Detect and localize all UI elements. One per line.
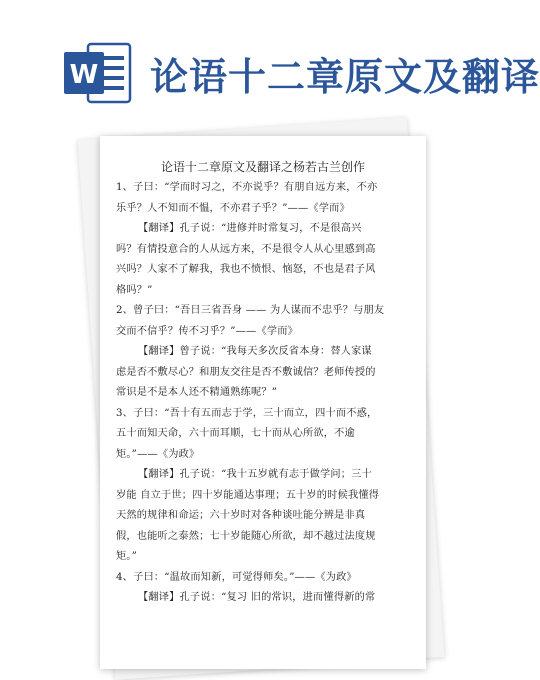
text-line: 4、子曰：“温故而知新，可觉得师矣。”——《为政》 <box>116 571 357 583</box>
text-line: 虑是否不敷尽心？和朋友交往是否不敷诚信？老师传授的 <box>116 366 376 378</box>
text-line: 【翻译】曾子说：“我每天多次反省本身：替人家谋 <box>138 346 372 357</box>
document-body <box>116 178 416 609</box>
text-line: 五十而知天命，六十而耳顺，七十而从心所欲，不逾 <box>116 428 355 439</box>
text-line: 交而不信乎？传不习乎？”——《学而》 <box>116 325 298 337</box>
text-line: 假，也能听之泰然；七十岁能随心所欲，却不越过法度规 <box>116 530 376 542</box>
text-line: 3、子曰：“吾十有五而志于学，三十而立，四十而不惑， <box>116 407 378 419</box>
text-line: 乐乎？人不知而不愠，不亦君子乎？”——《学而》 <box>116 202 350 214</box>
text-line: 吗？有情投意合的人从远方来，不是很令人从心里感到高 <box>116 243 376 255</box>
document-title: 论语十二章原文及翻译之杨若古兰创作 <box>160 160 365 174</box>
svg-text:W: W <box>69 60 99 90</box>
text-line: 【翻译】孔子说：“我十五岁就有志于做学问；三十 <box>138 469 372 480</box>
text-line: 岁能 自立于世；四十岁能通达事理；五十岁的时候我懂得 <box>116 489 380 501</box>
text-line: 【翻译】孔子说：“进修并时常复习，不是很高兴 <box>138 223 362 234</box>
header-banner <box>0 0 540 120</box>
text-line: 矩。” <box>116 551 138 562</box>
text-line: 矩。”——《为政》 <box>116 448 200 460</box>
text-line: 天然的规律和命运；六十岁时对各种谈吐能分辨是非真 <box>116 510 366 521</box>
text-line: 【翻译】孔子说：“复习 旧的常识，进而懂得新的常 <box>138 592 376 603</box>
text-line: 1、子曰：“学而时习之，不亦说乎？有朋自远方来，不亦 <box>116 182 378 193</box>
word-document-icon <box>62 42 132 104</box>
text-line: 格吗？” <box>116 284 153 296</box>
text-line: 2、曾子曰：“吾日三省吾身 —— 为人谋而不忠乎？与朋友 <box>116 305 385 316</box>
text-line: 兴吗？人家不了解我，我也不愤恨、恼怒，不也是君子风 <box>116 264 376 275</box>
text-line: 常识是不是本人还不精通熟练呢？” <box>116 387 278 398</box>
banner-title: 论语十二章原文及翻译 <box>150 55 540 99</box>
document-page <box>100 136 426 669</box>
